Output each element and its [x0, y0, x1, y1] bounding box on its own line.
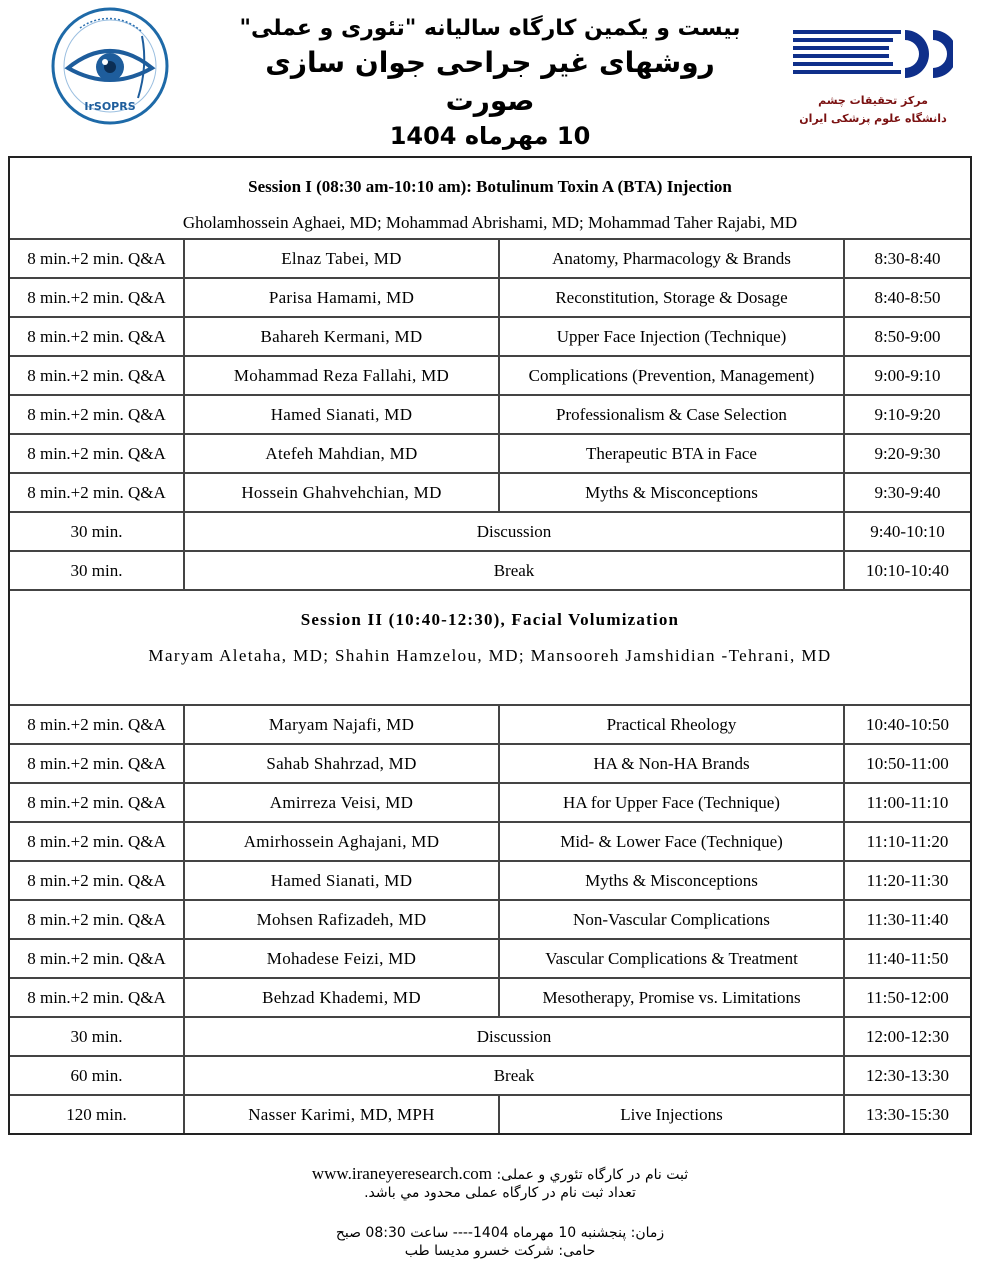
duration-cell: 8 min.+2 min. Q&A: [10, 940, 185, 977]
topic-cell: Mesotherapy, Promise vs. Limitations: [500, 979, 845, 1016]
speaker-cell: Mohsen Rafizadeh, MD: [185, 901, 500, 938]
time-cell: 9:40-10:10: [870, 521, 945, 541]
duration-cell: 8 min.+2 min. Q&A: [10, 396, 185, 433]
session-1-moderators: Gholamhossein Aghaei, MD; Mohammad Abrishami, MD; Mohammad Taher Rajabi, MD: [182, 213, 798, 232]
session-2-title: Session II (10:40-12:30), Facial Volumization: [300, 610, 680, 629]
title-line-2: روشهای غیر جراحی جوان سازی صورت: [265, 46, 715, 117]
duration-cell: 8 min.+2 min. Q&A: [10, 745, 185, 782]
svg-text:IrSOPRS: IrSOPRS: [84, 100, 136, 113]
time-cell: 13:30-15:30: [865, 1104, 950, 1124]
speaker-cell: Amirreza Veisi, MD: [185, 784, 500, 821]
topic-cell: Live Injections: [500, 1096, 845, 1133]
time-cell: 9:00-9:10: [874, 365, 941, 385]
table-row: [10, 823, 970, 862]
duration-cell: 8 min.+2 min. Q&A: [10, 357, 185, 394]
eye-research-logo-icon: [793, 28, 953, 84]
duration-cell: 8 min.+2 min. Q&A: [10, 979, 185, 1016]
workshop-title: [220, 14, 760, 152]
time-cell: 8:40-8:50: [874, 287, 941, 307]
org-name-line-1: مرکز تحقیقات چشم: [818, 94, 928, 107]
table-row: [10, 435, 970, 474]
title-line-3: 10 مهرماه 1404: [389, 122, 591, 150]
eye-logo-icon: [50, 6, 170, 126]
speaker-cell: Nasser Karimi, MD, MPH: [185, 1096, 500, 1133]
page-header: [0, 0, 1000, 150]
duration-cell: 8 min.+2 min. Q&A: [10, 823, 185, 860]
topic-cell: Upper Face Injection (Technique): [500, 318, 845, 355]
time-cell: 10:40-10:50: [865, 714, 950, 734]
session-2-header: [10, 591, 970, 706]
title-line-1: بیست و یکمین کارگاه سالیانه "تئوری و عملی": [239, 16, 741, 41]
break-label: Break: [185, 1057, 845, 1094]
speaker-cell: Mohadese Feizi, MD: [185, 940, 500, 977]
table-row: [10, 318, 970, 357]
eye-research-center-logo: [793, 28, 953, 138]
table-row: [10, 396, 970, 435]
table-row: [10, 784, 970, 823]
speaker-cell: Atefeh Mahdian, MD: [185, 435, 500, 472]
topic-cell: Therapeutic BTA in Face: [500, 435, 845, 472]
table-row: [10, 474, 970, 513]
discussion-label: Discussion: [185, 1018, 845, 1055]
table-row: [10, 979, 970, 1018]
time-cell: 9:30-9:40: [874, 482, 941, 502]
time-cell: 12:30-13:30: [865, 1065, 950, 1085]
speaker-cell: Bahareh Kermani, MD: [185, 318, 500, 355]
duration-cell: 60 min.: [10, 1057, 185, 1094]
table-row: [10, 240, 970, 279]
time-cell: 8:50-9:00: [874, 326, 941, 346]
topic-cell: Non-Vascular Complications: [500, 901, 845, 938]
duration-cell: 8 min.+2 min. Q&A: [10, 706, 185, 743]
speaker-cell: Elnaz Tabei, MD: [185, 240, 500, 277]
table-row: [10, 706, 970, 745]
duration-cell: 8 min.+2 min. Q&A: [10, 862, 185, 899]
speaker-cell: Amirhossein Aghajani, MD: [185, 823, 500, 860]
time-cell: 11:40-11:50: [866, 948, 949, 968]
registration-line: [200, 1165, 800, 1184]
topic-cell: Myths & Misconceptions: [500, 474, 845, 511]
table-row: [10, 357, 970, 396]
discussion-row: [10, 1018, 970, 1057]
duration-cell: 30 min.: [10, 513, 185, 550]
duration-cell: 30 min.: [10, 552, 185, 589]
time-cell: 11:20-11:30: [866, 870, 949, 890]
topic-cell: Professionalism & Case Selection: [500, 396, 845, 433]
time-cell: 11:00-11:10: [866, 792, 949, 812]
sponsor: حامی: شرکت خسرو مدیسا طب: [404, 1243, 596, 1259]
duration-cell: 8 min.+2 min. Q&A: [10, 901, 185, 938]
time-cell: 11:50-12:00: [866, 987, 949, 1007]
speaker-cell: Hamed Sianati, MD: [185, 396, 500, 433]
discussion-label: Discussion: [185, 513, 845, 550]
topic-cell: Complications (Prevention, Management): [500, 357, 845, 394]
speaker-cell: Mohammad Reza Fallahi, MD: [185, 357, 500, 394]
break-row: [10, 1057, 970, 1096]
table-row: [10, 862, 970, 901]
time-cell: 12:00-12:30: [865, 1026, 950, 1046]
duration-cell: 8 min.+2 min. Q&A: [10, 240, 185, 277]
time-cell: 9:10-9:20: [874, 404, 941, 424]
duration-cell: 8 min.+2 min. Q&A: [10, 435, 185, 472]
duration-cell: 8 min.+2 min. Q&A: [10, 474, 185, 511]
program-table: [8, 156, 972, 1135]
time-cell: 9:20-9:30: [874, 443, 941, 463]
speaker-cell: Parisa Hamami, MD: [185, 279, 500, 316]
time-cell: 11:30-11:40: [866, 909, 949, 929]
session-2-moderators: Maryam Aletaha, MD; Shahin Hamzelou, MD; Mansooreh Jamshidian -Tehrani, MD: [148, 646, 832, 665]
live-injection-row: [10, 1096, 970, 1133]
duration-cell: 8 min.+2 min. Q&A: [10, 279, 185, 316]
break-label: Break: [185, 552, 845, 589]
event-time: زمان: پنجشنبه 10 مهرماه 1404---- ساعت 08:30 صبح: [335, 1225, 665, 1241]
registration-label: ثبت نام در کارگاه تئوري و عملی:: [496, 1167, 689, 1183]
time-cell: 10:50-11:00: [866, 753, 949, 773]
duration-cell: 8 min.+2 min. Q&A: [10, 318, 185, 355]
topic-cell: Reconstitution, Storage & Dosage: [500, 279, 845, 316]
table-row: [10, 279, 970, 318]
duration-cell: 30 min.: [10, 1018, 185, 1055]
table-row: [10, 745, 970, 784]
speaker-cell: Behzad Khademi, MD: [185, 979, 500, 1016]
session-1-header: [10, 158, 970, 240]
topic-cell: Anatomy, Pharmacology & Brands: [500, 240, 845, 277]
registration-link[interactable]: www.iraneyeresearch.com: [311, 1164, 493, 1183]
org-name-line-2: دانشگاه علوم پزشکی ایران: [799, 112, 947, 125]
speaker-cell: Sahab Shahrzad, MD: [185, 745, 500, 782]
session-1-title: Session I (08:30 am-10:10 am): Botulinum Toxin A (BTA) Injection: [248, 177, 732, 196]
table-row: [10, 940, 970, 979]
break-row: [10, 552, 970, 591]
speaker-cell: Hamed Sianati, MD: [185, 862, 500, 899]
topic-cell: HA for Upper Face (Technique): [500, 784, 845, 821]
time-cell: 10:10-10:40: [865, 560, 950, 580]
capacity-note: تعداد ثبت نام در کارگاه عملی محدود مي باشد.: [364, 1185, 636, 1201]
topic-cell: Practical Rheology: [500, 706, 845, 743]
speaker-cell: Hossein Ghahvehchian, MD: [185, 474, 500, 511]
duration-cell: 8 min.+2 min. Q&A: [10, 784, 185, 821]
topic-cell: Vascular Complications & Treatment: [500, 940, 845, 977]
time-cell: 8:30-8:40: [874, 248, 941, 268]
table-row: [10, 901, 970, 940]
topic-cell: Myths & Misconceptions: [500, 862, 845, 899]
time-cell: 11:10-11:20: [866, 831, 949, 851]
page-footer: [200, 1165, 800, 1260]
topic-cell: HA & Non-HA Brands: [500, 745, 845, 782]
speaker-cell: Maryam Najafi, MD: [185, 706, 500, 743]
discussion-row: [10, 513, 970, 552]
society-logo: [50, 6, 170, 126]
topic-cell: Mid- & Lower Face (Technique): [500, 823, 845, 860]
duration-cell: 120 min.: [10, 1096, 185, 1133]
